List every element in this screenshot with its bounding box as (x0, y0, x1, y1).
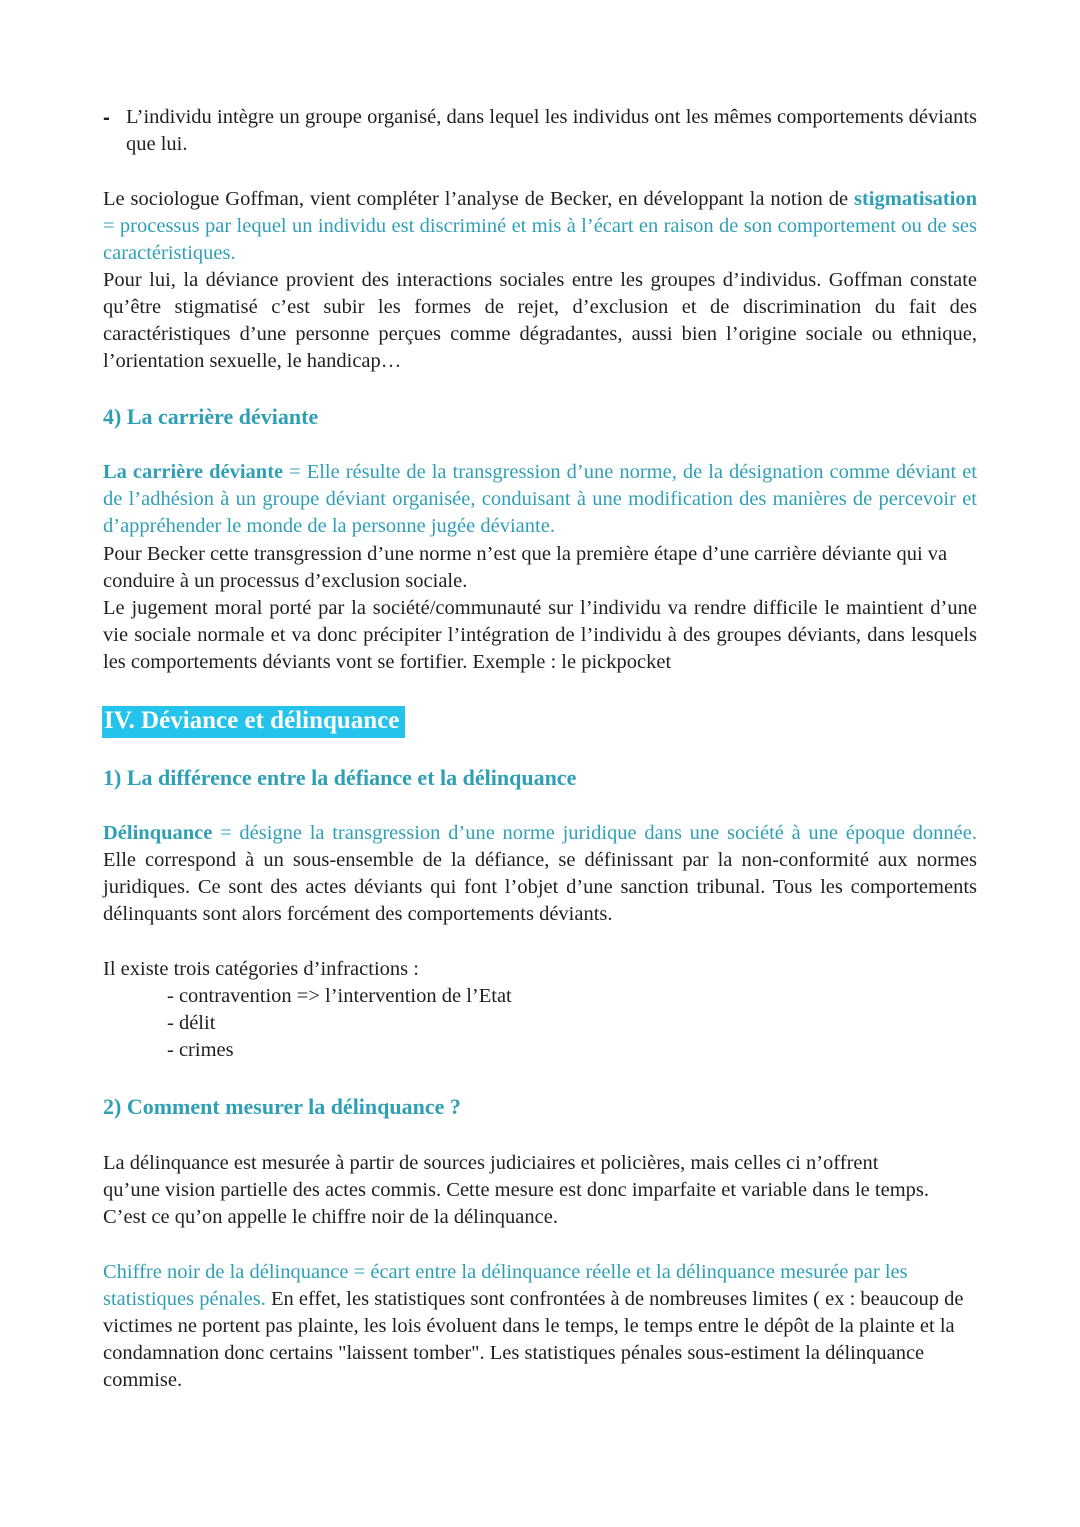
becker-paragraph: Pour Becker cette transgression d’une norme n’est que la première étape d’une carrière déviante qui va conduire à un processus d’exclusion sociale. (103, 543, 948, 592)
list-item: - contravention => l’intervention de l’Etat (167, 985, 512, 1007)
delinquance-term: Délinquance (103, 822, 213, 844)
list-item: - crimes (167, 1039, 234, 1061)
list-item: - délit (167, 1012, 216, 1034)
chiffre-noir-explanation: En effet, les statistiques sont confrontées à de nombreuses limites ( ex : beaucoup de victimes ne portent pas plainte, les lois évoluent dans le temps, le temps entre le dépôt de la plainte et la condamnation donc certains "laissent tomber". Les statistiques pénales sous-estiment la délinquance commise. (103, 1288, 964, 1391)
delinquance-explanation: Elle correspond à un sous-ensemble de la défiance, se définissant par la non-conformité aux normes juridiques. Ce sont des actes déviants qui font l’objet d’une sanction tribunal. Tous les comportements délinquants sont alors forcément des comportements déviants. (103, 849, 977, 925)
goffman-definition-paragraph (103, 186, 977, 267)
jugement-paragraph: Le jugement moral porté par la société/communauté sur l’individu va rendre difficile le maintient d’une vie sociale normale et va donc précipiter l’intégration de l’individu à des groupes déviants, dans lesquels les comportements déviants vont se fortifier. Exemple : le pickpocket (103, 597, 977, 673)
delinquance-definition-paragraph (103, 820, 977, 928)
goffman-paragraph: Pour lui, la déviance provient des interactions sociales entre les groupes d’individus. Goffman constate qu’être stigmatisé c’est subir les formes de rejet, d’exclusion et de discrimination du fait des caractéristiques d’une personne perçues comme dégradantes, aussi bien l’origine sociale ou ethnique, l’orientation sexuelle, le handicap… (103, 269, 977, 372)
section-heading-difference: 1) La différence entre la défiance et la délinquance (103, 765, 577, 790)
stigmatisation-term: stigmatisation (854, 188, 977, 210)
infractions-list (167, 983, 512, 1064)
carriere-definition-paragraph (103, 459, 977, 540)
mesure-paragraph: La délinquance est mesurée à partir de sources judiciaires et policières, mais celles ci n’offrent qu’une vision partielle des actes commis. Cette mesure est donc imparfaite et variable dans le temps. C’est ce qu’on appelle le chiffre noir de la délinquance. (103, 1152, 929, 1228)
section-heading-carriere: 4) La carrière déviante (103, 404, 319, 429)
goffman-lead-text: Le sociologue Goffman, vient compléter l’analyse de Becker, en développant la notion de (103, 188, 849, 210)
bullet-dash: - (103, 106, 110, 129)
delinquance-definition: = désigne la transgression d’une norme juridique dans une société à une époque donnée. (212, 822, 977, 844)
categories-intro: Il existe trois catégories d’infractions : (103, 958, 419, 980)
chiffre-noir-paragraph (103, 1259, 973, 1394)
stigmatisation-definition: = processus par lequel un individu est discriminé et mis à l’écart en raison de son comportement ou de ses caractéristiques. (103, 215, 977, 264)
chiffre-noir-definition: Chiffre noir de la délinquance = écart entre la délinquance réelle et la délinquance mesurée par les statistiques pénales. (103, 1261, 908, 1310)
carriere-term: La carrière déviante (103, 461, 284, 483)
bullet-item (103, 104, 977, 158)
section-heading-mesure: 2) Comment mesurer la délinquance ? (103, 1094, 461, 1119)
bullet-text: L’individu intègre un groupe organisé, dans lequel les individus ont les mêmes comportements déviants que lui. (126, 106, 977, 155)
carriere-definition: = Elle résulte de la transgression d’une norme, de la désignation comme déviant et de l’adhésion à un groupe déviant organisée, conduisant à une modification des manières de percevoir et d’appréhender le monde de la personne jugée déviante. (103, 461, 977, 537)
part-heading-deviance-delinquance: IV. Déviance et délinquance (102, 706, 405, 738)
